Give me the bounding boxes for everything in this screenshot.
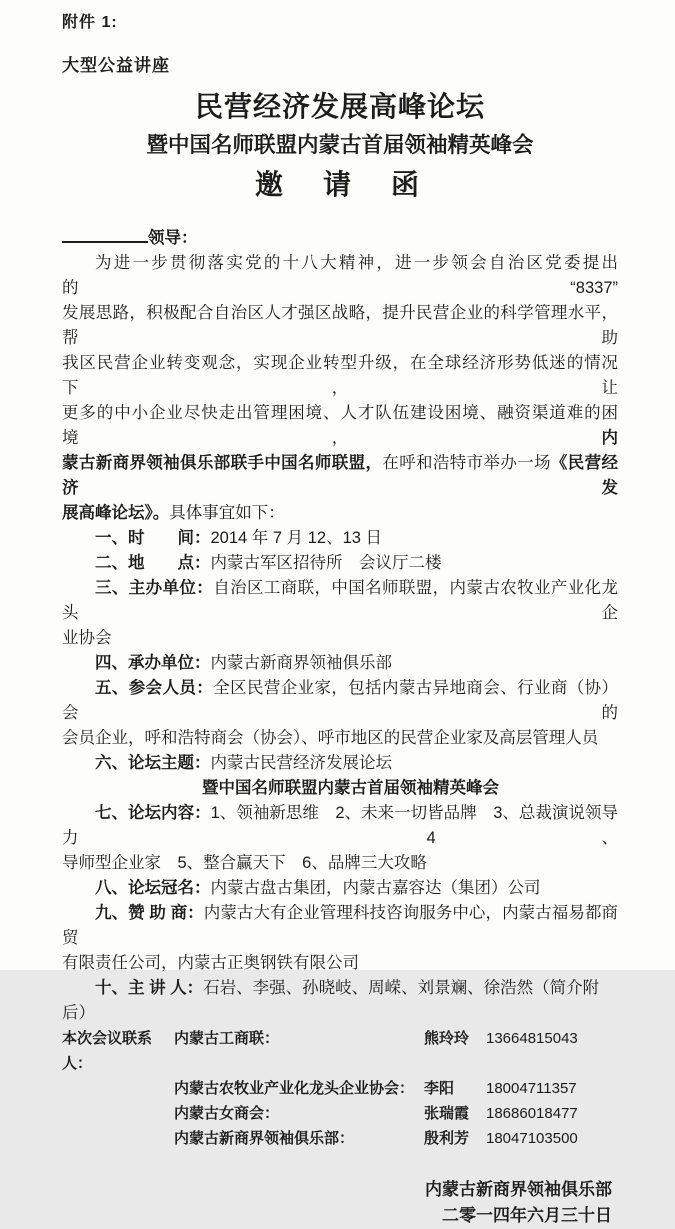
- item-label: 二、地 点：: [95, 554, 211, 572]
- salutation-underline: [62, 226, 148, 243]
- contact-org: 内蒙古工商联：: [174, 1030, 280, 1047]
- contact-name: 殷利芳: [424, 1130, 470, 1147]
- intro-paragraph: [62, 251, 618, 526]
- item-value: 1、领袖新思维 2、未来一切皆品牌 3、总裁演说领导力 4、: [62, 804, 619, 847]
- event-type-label: 大型公益讲座: [62, 56, 170, 75]
- contact-phone: 13664815043: [486, 1030, 578, 1047]
- paragraph-line: [62, 451, 618, 501]
- item-value: 内蒙古民营经济发展论坛: [210, 754, 392, 772]
- contact-row: [62, 1101, 618, 1126]
- contact-org: 内蒙古新商界领袖俱乐部：: [174, 1130, 355, 1147]
- item-line: [62, 801, 618, 851]
- text-segment: 《民营经济发: [62, 454, 618, 497]
- contact-phone: 18047103500: [486, 1130, 578, 1147]
- contact-org: 内蒙古女商会：: [174, 1105, 280, 1122]
- attachment-label: 附件 1:: [62, 14, 118, 31]
- item-value: 自治区工商联，中国名师联盟，内蒙古农牧业产业化龙头企: [62, 579, 619, 622]
- item-value: 内蒙古军区招待所 会议厅二楼: [210, 554, 442, 572]
- item-line: [62, 576, 618, 626]
- item-label: 六、论坛主题：: [95, 754, 211, 772]
- contact-row: [62, 1126, 618, 1151]
- item-label: 九、赞 助 商：: [95, 904, 204, 922]
- item-label: 一、时 间：: [95, 529, 211, 547]
- doc-title: 邀 请 函: [254, 169, 425, 200]
- item-line: [62, 551, 618, 576]
- item-line-continued: 有限责任公司，内蒙古正奥钢铁有限公司: [62, 954, 359, 972]
- item-value: 石岩、李强、孙晓岐、周嵘、刘景斓、徐浩然（简介附后）: [62, 979, 600, 1022]
- text-segment: 内: [601, 429, 618, 447]
- item-line-continued: 会员企业，呼和浩特商会（协会）、呼市地区的民营企业家及高层管理人员: [62, 729, 599, 747]
- contact-phone: 18004711357: [486, 1080, 577, 1097]
- contacts-label: [62, 1101, 174, 1126]
- paragraph-line: [62, 351, 618, 401]
- contact-org: 内蒙古农牧业产业化龙头企业协会：: [174, 1080, 415, 1097]
- contact-row: [62, 1076, 618, 1101]
- text-segment: 蒙古新商界领袖俱乐部联手中国名师联盟，: [62, 454, 383, 472]
- item-line: [62, 676, 618, 726]
- salutation-line: [62, 226, 618, 251]
- item-line-continued: 暨中国名师联盟内蒙古首届领袖精英峰会: [202, 779, 499, 797]
- item-value: 全区民营企业家，包括内蒙古异地商会、行业商（协）会的: [62, 679, 619, 722]
- contact-name: 李阳: [424, 1080, 455, 1097]
- item-line-continued: 导师型企业家 5、整合赢天下 6、品牌三大攻略: [62, 854, 427, 872]
- item-label: 七、论坛内容：: [95, 804, 211, 822]
- item-line: [62, 751, 618, 776]
- signature-org: 内蒙古新商界领袖俱乐部: [425, 1180, 612, 1199]
- paragraph-line: [62, 251, 618, 301]
- paragraph-line: [62, 301, 618, 351]
- text-segment: 更多的中小企业尽快走出管理困境、人才队伍建设困境、融资渠道难的困境，: [62, 404, 618, 447]
- item-line: [62, 651, 618, 676]
- main-title: 民营经济发展高峰论坛: [194, 91, 485, 122]
- item-value: 内蒙古新商界领袖俱乐部: [210, 654, 392, 672]
- text-segment: 在呼和浩特市举办一场: [382, 454, 551, 472]
- contacts-block: [62, 1026, 618, 1151]
- item-label: 十、主 讲 人：: [95, 979, 204, 997]
- item-label: 八、论坛冠名：: [95, 879, 211, 897]
- contact-name: 熊玲玲: [424, 1030, 470, 1047]
- text-segment: 我区民营企业转变观念，实现企业转型升级，在全球经济形势低迷的情况下，让: [62, 354, 618, 397]
- contact-row: [62, 1026, 618, 1076]
- contacts-label: [62, 1126, 174, 1151]
- item-line: [62, 901, 618, 951]
- item-value: 2014 年 7 月 12、13 日: [210, 529, 383, 547]
- paragraph-line: [62, 401, 618, 451]
- item-label: 五、参会人员：: [95, 679, 214, 697]
- item-line: [62, 876, 618, 901]
- contacts-label: 本次会议联系人：: [62, 1030, 153, 1072]
- contacts-label: [62, 1076, 174, 1101]
- item-label: 三、主办单位：: [95, 579, 214, 597]
- text-segment: 展高峰论坛》。: [62, 504, 170, 522]
- salutation-label: 领导：: [148, 229, 198, 247]
- item-value: 内蒙古盘古集团，内蒙古嘉容达（集团）公司: [210, 879, 541, 897]
- signature-block: [62, 1177, 618, 1229]
- text-segment: 发展思路，积极配合自治区人才强区战略，提升民营企业的科学管理水平，帮助: [62, 304, 618, 347]
- contact-name: 张瑞霞: [424, 1105, 470, 1122]
- sub-title: 暨中国名师联盟内蒙古首届领袖精英峰会: [146, 133, 534, 157]
- item-line: [62, 526, 618, 551]
- paragraph-line: [62, 501, 618, 526]
- item-value: 内蒙古大有企业管理科技咨询服务中心，内蒙古福易都商贸: [62, 904, 619, 947]
- item-label: 四、承办单位：: [95, 654, 211, 672]
- signature-date: 二零一四年六月三十日: [442, 1206, 612, 1225]
- detail-items: [62, 526, 618, 1026]
- item-line-continued: 业协会: [62, 629, 112, 647]
- contact-phone: 18686018477: [486, 1105, 578, 1122]
- text-segment: 具体事宜如下：: [169, 504, 285, 522]
- item-line: [62, 976, 618, 1026]
- text-segment: 为进一步贯彻落实党的十八大精神，进一步领会自治区党委提出的“8337”: [62, 254, 618, 297]
